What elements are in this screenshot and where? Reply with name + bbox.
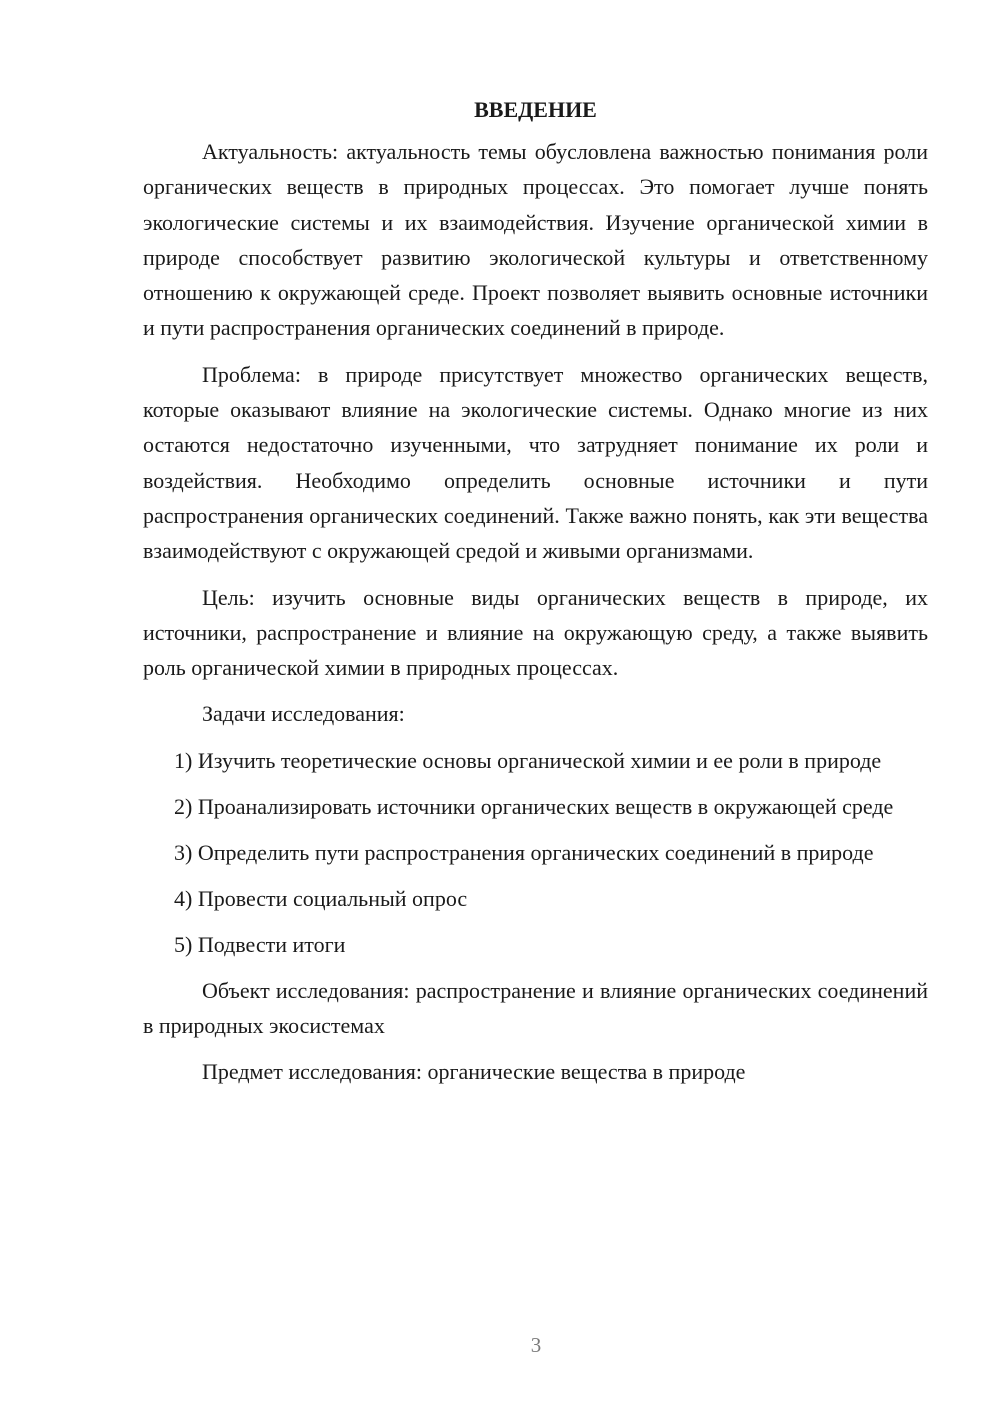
task-item-3: 3) Определить пути распространения органических соединений в природе [174,839,874,865]
page-title: ВВЕДЕНИЕ [474,97,597,122]
page-number: 3 [530,1333,542,1357]
task-item-4: 4) Провести социальный опрос [174,885,468,911]
task-item-1: 1) Изучить теоретические основы органической химии и ее роли в природе [174,747,882,773]
problem-paragraph: Проблема: в природе присутствует множество органических веществ, которые оказывают влияние на экологические системы. Однако многие из них остаются недостаточно изученными, что затрудняет понимание их роли и воздействия. Необходимо определить основные источники и пути распространения органических соединений. Также важно понять, как эти вещества взаимодействуют с окружающей средой и живыми организмами. [143,361,928,564]
task-item-5: 5) Подвести итоги [174,931,346,957]
page-content [143,93,928,1101]
tasks-heading: Задачи исследования: [202,701,405,727]
goal-paragraph: Цель: изучить основные виды органических веществ в природе, их источники, распространение и влияние на окружающую среду, а также выявить роль органической химии в природных процессах. [143,584,928,681]
relevance-paragraph: Актуальность: актуальность темы обусловлена важностью понимания роли органических веществ в природных процессах. Это помогает лучше понять экологические системы и их взаимодействия. Изучение органической химии в природе способствует развитию экологической культуры и ответственному отношению к окружающей среде. Проект позволяет выявить основные источники и пути распространения органических соединений в природе. [143,139,928,341]
task-item-2: 2) Проанализировать источники органических веществ в окружающей среде [174,793,894,819]
object-paragraph: Объект исследования: распространение и влияние органических соединений в природных экосистемах [143,977,928,1039]
subject-paragraph: Предмет исследования: органические вещества в природе [202,1059,746,1085]
